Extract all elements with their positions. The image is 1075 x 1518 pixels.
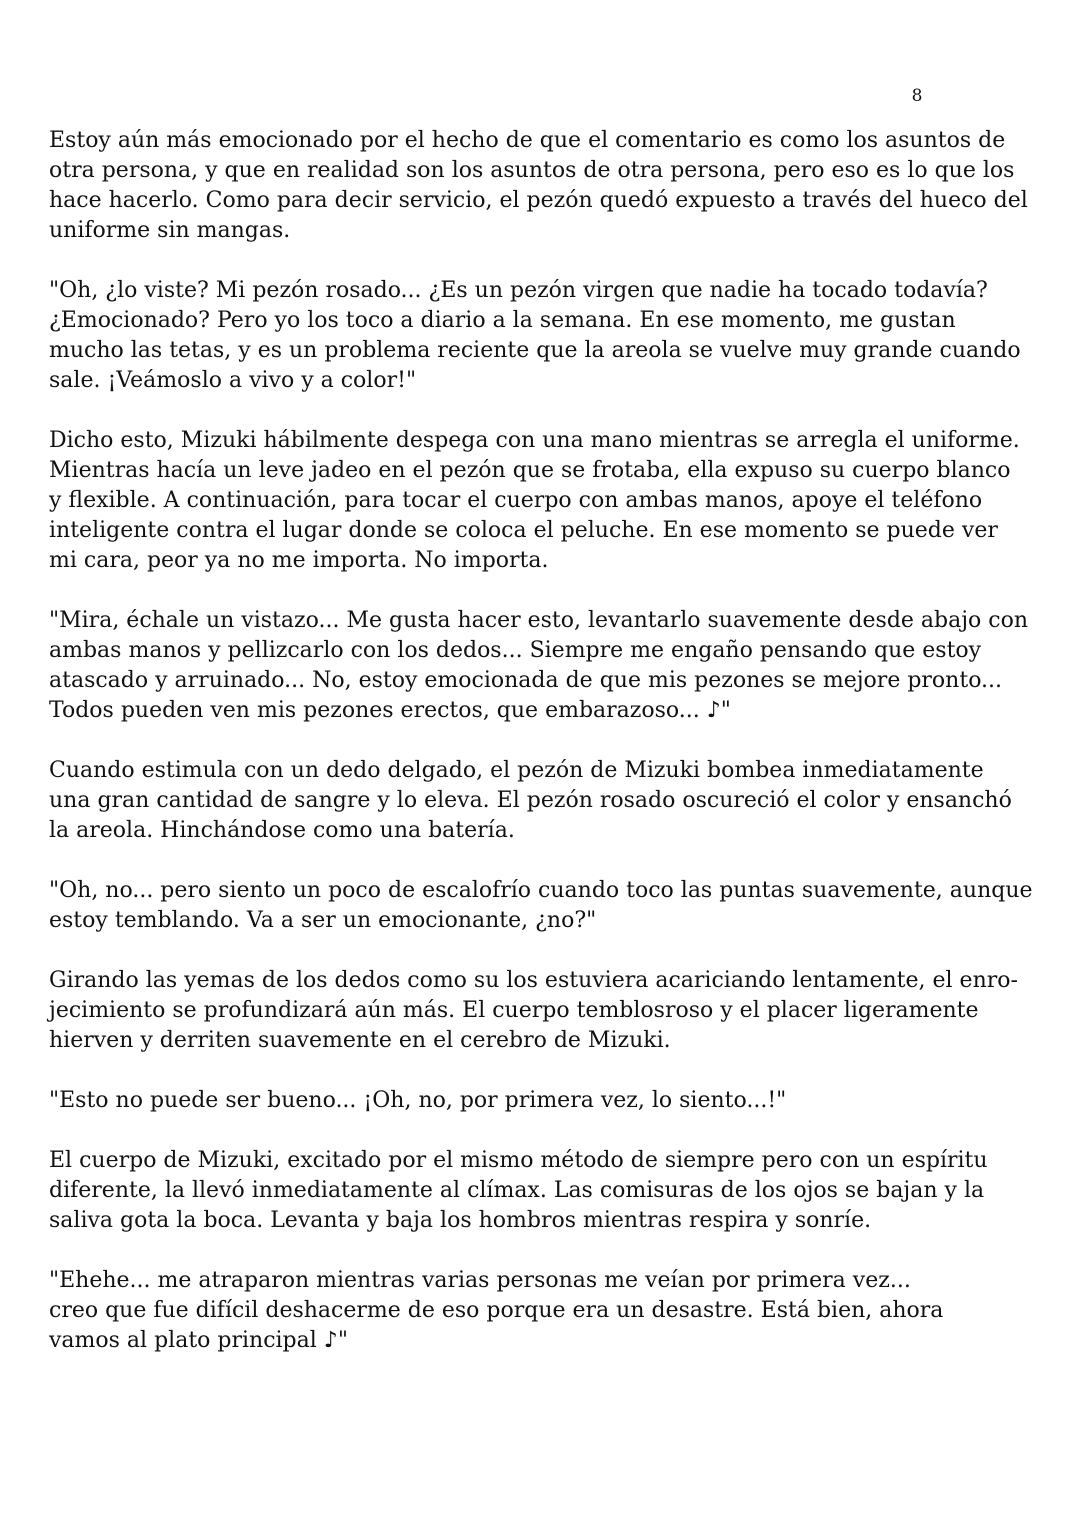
text-line: hierven y derriten suavemente en el cerebro de Mizuki. — [49, 1028, 671, 1053]
paragraph — [49, 756, 1059, 846]
paragraph — [49, 126, 1059, 246]
text-line: El cuerpo de Mizuki, excitado por el mismo método de siempre pero con un espíritu — [49, 1148, 988, 1173]
text-line: "Mira, échale un vistazo... Me gusta hacer esto, levantarlo suavemente desde abajo con — [49, 608, 1029, 633]
text-line: Todos pueden ven mis pezones erectos, que embarazoso... ♪" — [49, 698, 731, 723]
paragraph — [49, 1086, 1059, 1116]
text-line: mi cara, peor ya no me importa. No importa. — [49, 548, 549, 573]
text-line: Cuando estimula con un dedo delgado, el pezón de Mizuki bombea inmediatamente — [49, 758, 984, 783]
text-line: creo que fue difícil deshacerme de eso porque era un desastre. Está bien, ahora — [49, 1298, 944, 1323]
text-line: saliva gota la boca. Levanta y baja los hombros mientras respira y sonríe. — [49, 1208, 872, 1233]
text-line: atascado y arruinado... No, estoy emocionada de que mis pezones se mejore pronto... — [49, 668, 1003, 693]
text-line: "Esto no puede ser bueno... ¡Oh, no, por primera vez, lo siento...!" — [49, 1088, 787, 1113]
text-line: "Oh, ¿lo viste? Mi pezón rosado... ¿Es un pezón virgen que nadie ha tocado todavía? — [49, 278, 988, 303]
paragraph — [49, 606, 1059, 726]
text-line: otra persona, y que en realidad son los asuntos de otra persona, pero eso es lo que los — [49, 158, 1015, 183]
text-line: Girando las yemas de los dedos como su los estuviera acariciando lentamente, el enro- — [49, 968, 1018, 993]
text-line: Mientras hacía un leve jadeo en el pezón que se frotaba, ella expuso su cuerpo blanco — [49, 458, 1011, 483]
text-line: diferente, la llevó inmediatamente al clímax. Las comisuras de los ojos se bajan y la — [49, 1178, 985, 1203]
text-line: "Oh, no... pero siento un poco de escalofrío cuando toco las puntas suavemente, aunque — [49, 878, 1033, 903]
text-line: y flexible. A continuación, para tocar el cuerpo con ambas manos, apoye el teléfono — [49, 488, 983, 513]
paragraph — [49, 1266, 1059, 1356]
document-body — [49, 126, 1059, 1386]
paragraph — [49, 426, 1059, 576]
text-line: la areola. Hinchándose como una batería. — [49, 818, 515, 843]
text-line: ¿Emocionado? Pero yo los toco a diario a la semana. En ese momento, me gustan — [49, 308, 956, 333]
paragraph — [49, 966, 1059, 1056]
text-line: una gran cantidad de sangre y lo eleva. El pezón rosado oscureció el color y ensanchó — [49, 788, 1012, 813]
text-line: Dicho esto, Mizuki hábilmente despega con una mano mientras se arregla el uniforme. — [49, 428, 1020, 453]
text-line: jecimiento se profundizará aún más. El cuerpo temblosroso y el placer ligeramente — [49, 998, 979, 1023]
paragraph — [49, 276, 1059, 396]
text-line: ambas manos y pellizcarlo con los dedos... Siempre me engaño pensando que estoy — [49, 638, 982, 663]
text-line: hace hacerlo. Como para decir servicio, el pezón quedó expuesto a través del hueco del — [49, 188, 1028, 213]
text-line: estoy temblando. Va a ser un emocionante, ¿no?" — [49, 908, 597, 933]
paragraph — [49, 1146, 1059, 1236]
text-line: inteligente contra el lugar donde se coloca el peluche. En ese momento se puede ver — [49, 518, 998, 543]
text-line: "Ehehe... me atraparon mientras varias personas me veían por primera vez... — [49, 1268, 911, 1293]
text-line: mucho las tetas, y es un problema reciente que la areola se vuelve muy grande cuando — [49, 338, 1021, 363]
text-line: sale. ¡Veámoslo a vivo y a color!" — [49, 368, 417, 393]
text-line: uniforme sin mangas. — [49, 218, 291, 243]
paragraph — [49, 876, 1059, 936]
text-line: vamos al plato principal ♪" — [49, 1328, 348, 1353]
page-number: 8 — [911, 86, 923, 106]
text-line: Estoy aún más emocionado por el hecho de que el comentario es como los asuntos de — [49, 128, 1006, 153]
